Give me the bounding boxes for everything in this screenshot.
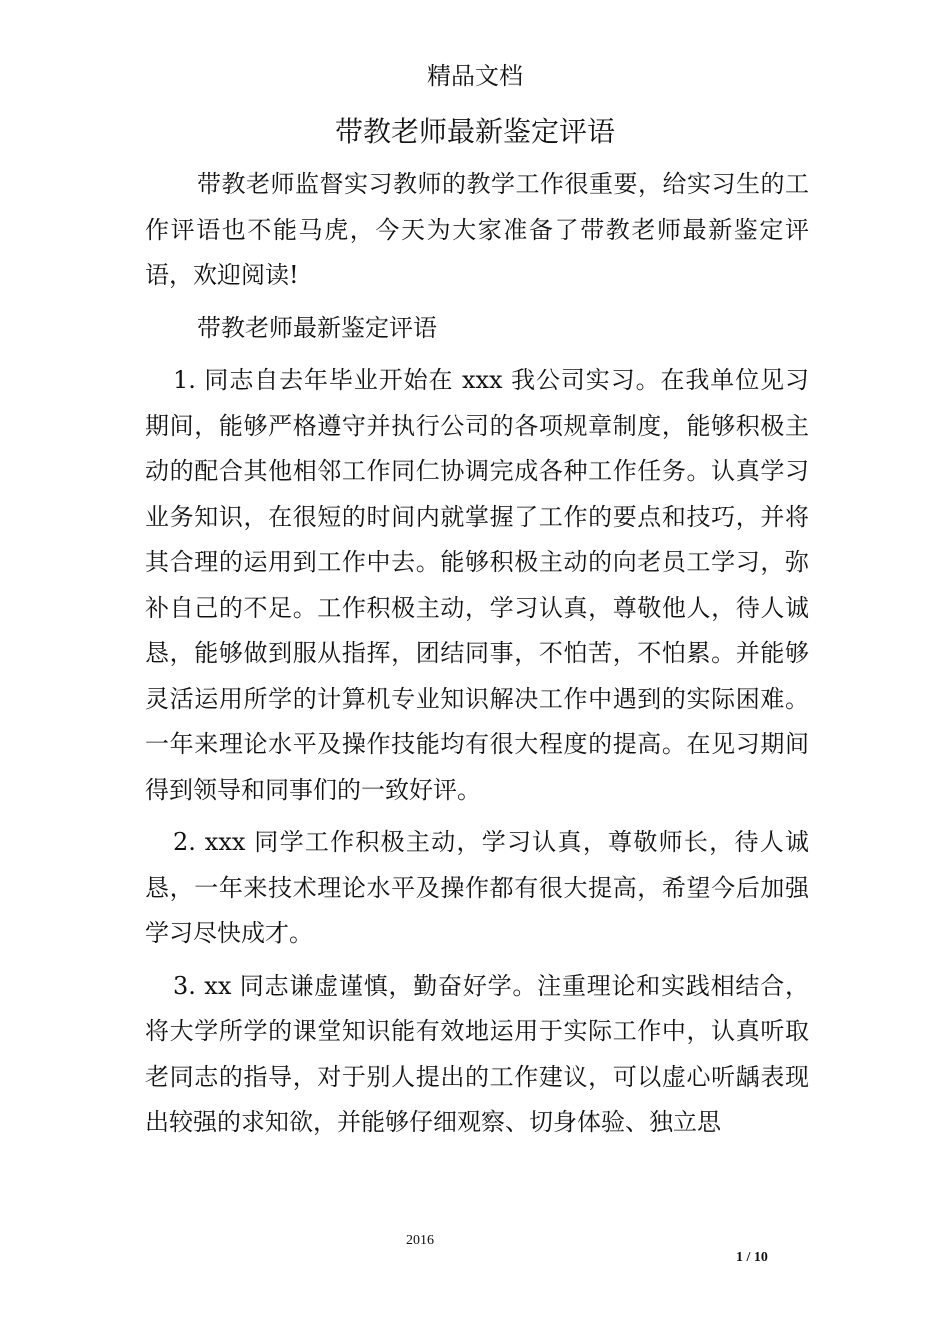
page-number: 1 / 10 [736, 1250, 768, 1265]
intro-paragraph: 带教老师监督实习教师的教学工作很重要，给实习生的工作评语也不能马虎，今天为大家准备了带教老师最新鉴定评语，欢迎阅读! [145, 170, 809, 289]
header-label: 精品文档 [427, 62, 523, 90]
footer-year: 2016 [406, 1233, 434, 1248]
document-title: 带教老师最新鉴定评语 [334, 115, 615, 148]
document-body [145, 162, 809, 1153]
list-item: 3. xx 同志谦虚谨慎，勤奋好学。注重理论和实践相结合，将大学所学的课堂知识能有效地运用于实际工作中，认真听取老同志的指导，对于别人提出的工作建议，可以虚心听龋表现出较强的求知欲，并能够仔细观察、切身体验、独立思 [145, 971, 809, 1136]
list-item: 1. 同志自去年毕业开始在 xxx 我公司实习。在我单位见习期间，能够严格遵守并执行公司的各项规章制度，能够积极主动的配合其他相邻工作同仁协调完成各种工作任务。认真学习业务知识，在很短的时间内就掌握了工作的要点和技巧，并将其合理的运用到工作中去。能够积极主动的向老员工学习，弥补自己的不足。工作积极主动，学习认真，尊敬他人，待人诚恳，能够做到服从指挥，团结同事，不怕苦，不怕累。并能够灵活运用所学的计算机专业知识解决工作中遇到的实际困难。一年来理论水平及操作技能均有很大程度的提高。在见习期间得到领导和同事们的一致好评。 [145, 366, 809, 804]
section-heading: 带教老师最新鉴定评语 [197, 313, 437, 342]
list-item: 2. xxx 同学工作积极主动，学习认真，尊敬师长，待人诚恳，一年来技术理论水平及操作都有很大提高，希望今后加强学习尽快成才。 [145, 828, 809, 947]
